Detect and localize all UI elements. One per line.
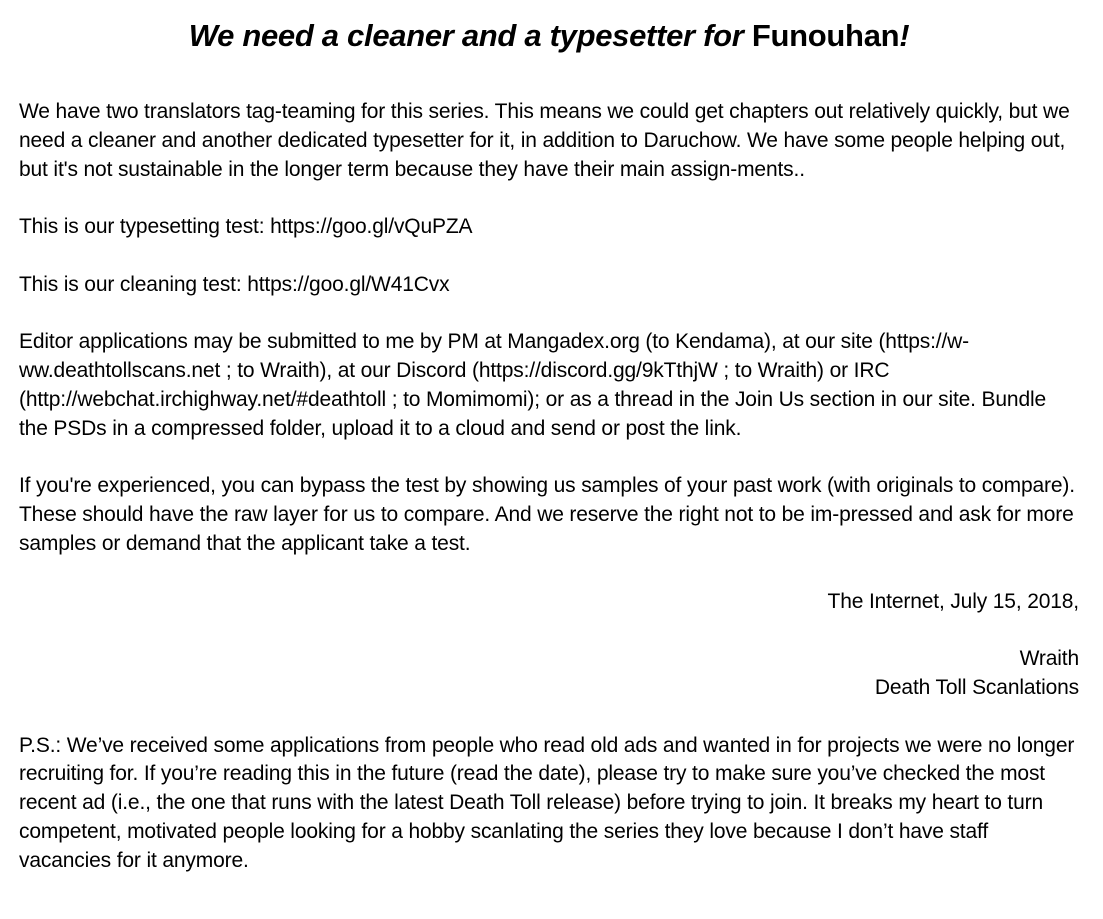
signature-group: Death Toll Scanlations: [874, 675, 1079, 699]
title-prefix: We need a cleaner and a typesetter for: [188, 18, 744, 53]
recruitment-notice: [19, 0, 1079, 919]
date-line: The Internet, July 15, 2018,: [827, 589, 1079, 613]
signature-name: Wraith: [1019, 647, 1079, 671]
postscript-paragraph: P.S.: We’ve received some applications from people who read old ads and wanted in for projects we were no longer recruiting for. If you’re reading this in the future (read the date), please try to make sure you’ve checked the most recent ad (i.e., the one that runs with the latest Death Toll release) before trying to join. It breaks my heart to turn competent, motivated people looking for a hobby scanlating the series they love because I don’t have staff vacancies for it anymore.: [19, 733, 1075, 872]
typesetting-test-line: This is our typesetting test: https://goo.gl/vQuPZA: [19, 215, 473, 239]
title-series-name: Funouhan: [751, 18, 900, 53]
page-title: [19, 14, 1079, 58]
experience-paragraph: If you're experienced, you can bypass the test by showing us samples of your past work (with originals to compare). These should have the raw layer for us to compare. And we reserve the right not to be im-pressed and ask for more samples or demand that the applicant take a test.: [19, 474, 1075, 555]
title-suffix: !: [899, 18, 910, 53]
application-instructions-paragraph: Editor applications may be submitted to me by PM at Mangadex.org (to Kendama), at our site (https://w-ww.deathtollscans.net ; to Wraith), at our Discord (https://discord.gg/9kTthjW ; to Wraith) or IRC (http://webchat.irchighway.net/#deathtoll ; to Momimomi); or as a thread in the Join Us section in our site. Bundle the PSDs in a compressed folder, upload it to a cloud and send or post the link.: [19, 330, 1047, 440]
cleaning-test-line: This is our cleaning test: https://goo.gl/W41Cvx: [19, 272, 450, 296]
intro-paragraph: We have two translators tag-teaming for this series. This means we could get chapters out relatively quickly, but we need a cleaner and another dedicated typesetter for it, in addition to Daruchow. We have some people helping out, but it's not sustainable in the longer term because they have their main assign-ments..: [19, 100, 1070, 181]
